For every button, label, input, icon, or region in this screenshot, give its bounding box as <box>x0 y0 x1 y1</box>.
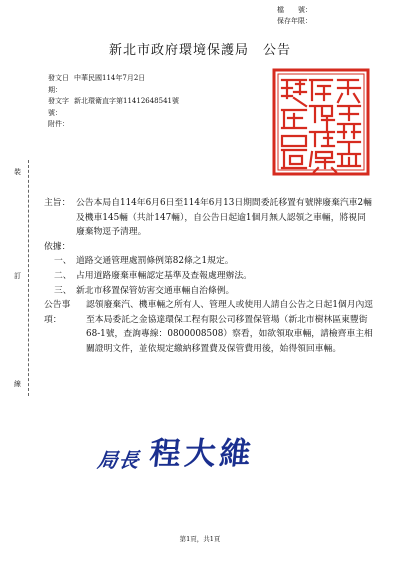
file-number-row <box>272 5 382 16</box>
announcement-body <box>44 196 374 357</box>
basis-item <box>44 254 374 269</box>
issue-number-label: 發文字號： <box>48 97 69 117</box>
file-number-label: 檔 號： <box>277 6 312 14</box>
signature-block <box>98 433 255 473</box>
issue-info <box>48 73 179 131</box>
subject-label: 主旨： <box>44 198 71 208</box>
issue-number-row <box>48 96 179 119</box>
binding-dashed-line <box>28 160 29 396</box>
signature-title: 局長 <box>96 448 142 472</box>
notice-text: 認領廢棄汽、機車輛之所有人、管理人或使用人請自公告之日起1個月內逕至本局委託之金協達環保工程有限公司移置保管場（新北市樹林區東豐街68-1號，查詢專線：0800008508）察看，如欲領取車輛，請檢齊車主相關證明文件，並依規定繳納移置費及保管費用後，始得領回車輛。 <box>86 300 374 354</box>
basis-label: 依據： <box>44 241 71 252</box>
binding-char-zhuang: 裝 <box>14 168 21 176</box>
notice-label: 公告事項： <box>44 300 71 325</box>
attachment-row <box>48 119 179 131</box>
basis-item-number: 一、 <box>54 256 72 267</box>
subject-section <box>44 196 374 240</box>
notice-section <box>44 298 374 356</box>
document-type: 公告 <box>263 43 292 58</box>
agency-name: 新北市政府環境保護局 <box>108 43 249 58</box>
signature-name: 程大維 <box>147 436 257 472</box>
binding-char-ding: 訂 <box>14 272 21 280</box>
retention-value <box>312 16 382 27</box>
issue-date-row <box>48 73 179 96</box>
basis-item-text: 新北市移置保管妨害交通車輛自治條例。 <box>76 285 235 296</box>
seal-image <box>272 68 370 176</box>
page-number: 第1頁，共1頁 <box>179 535 221 543</box>
basis-item-number: 二、 <box>54 270 72 281</box>
retention-row <box>272 16 382 27</box>
retention-label: 保存年限： <box>277 17 312 25</box>
official-seal <box>272 68 370 176</box>
page-title <box>0 39 400 58</box>
attachment-label: 附件： <box>48 120 69 128</box>
basis-item-text: 道路交通管理處罰條例第82條之1規定。 <box>76 256 234 267</box>
basis-item <box>44 284 374 299</box>
file-meta <box>272 5 382 27</box>
issue-number-value: 新北環衛直字第11412648541號 <box>74 97 179 105</box>
basis-item-number: 三、 <box>54 285 72 296</box>
file-number-value <box>312 5 382 16</box>
basis-item-text: 占用道路廢棄車輛認定基準及查報處理辦法。 <box>76 270 252 281</box>
issue-date-value: 中華民國114年7月2日 <box>74 74 146 82</box>
issue-date-label: 發文日期： <box>48 74 69 94</box>
binding-line <box>14 160 30 396</box>
basis-item <box>44 269 374 284</box>
binding-char-xian: 線 <box>14 380 21 388</box>
subject-text: 公告本局自114年6月6日至114年6月13日期間委託移置有號牌廢棄汽車2輛及機車145輛（共計147輛），自公告日起逾1個月無人認領之車輛，將視同廢棄物逕予清理。 <box>76 198 372 238</box>
